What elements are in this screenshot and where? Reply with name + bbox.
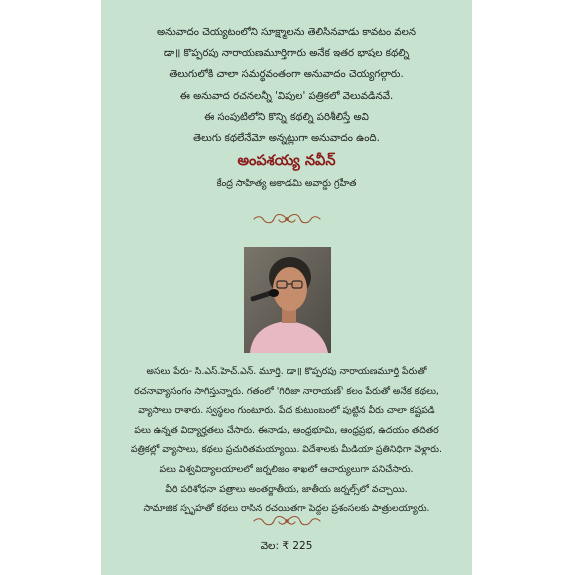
author-bio — [115, 362, 458, 519]
blurb-line: అనువాదం చెయ్యటంలోని సూక్ష్మాలను తెలిసినవాడు కావటం వలన — [157, 27, 416, 38]
bio-line: పలు ఉన్నత విద్యార్హతలు చేసారు. ఈనాడు, ఆంధ్రభూమి, ఆంధ్రప్రభ, ఉదయం తదితర — [134, 424, 439, 436]
blurb-line: డా॥ కొప్పరపు నారాయణమూర్తిగారు అనేక ఇతర భాషల కథల్ని — [163, 48, 410, 60]
author-photo — [244, 247, 331, 353]
price-label: వెల: ₹ 225 — [260, 540, 313, 552]
blurb-line: ఈ అనువాద రచనలన్నీ 'విపుల' పత్రికలో వెలువడినవే. — [179, 90, 394, 102]
bio-line: పత్రికల్లో వ్యాసాలు, కథలు ప్రచురితమయ్యాయి. విదేశాలకు మీడియా ప్రతినిధిగా వెళ్లారు. — [131, 444, 442, 456]
blurb-line: ఈ సంపుటిలోని కొన్ని కథల్ని పరిశీలిస్తే అవి — [204, 111, 369, 123]
bio-line: రచనావ్యాసంగం సాగిస్తున్నారు. గతంలో 'గిరిజా నారాయణ్' కలం పేరుతో అనేక కథలు, — [134, 385, 439, 397]
bio-line: పలు విశ్వవిద్యాలయాలలో జర్నలిజం శాఖలో ఆచార్యులుగా పనిచేసారు. — [159, 463, 414, 475]
bio-line: వ్యాసాలు రాశారు. స్వస్థలం గుంటూరు. పేద కుటుంబంలో పుట్టిన వీరు చాలా కష్టపడి — [138, 405, 435, 417]
bio-line: వీరి పరిశోధనా పత్రాలు అంతర్జాతీయ, జాతీయ జర్నల్స్‌లో వచ్చాయి. — [165, 483, 408, 495]
bio-line: సామాజిక స్పృహతో కథలు రాసిన రచయితగా పెద్దల ప్రశంసలకు పాత్రులయ్యారు. — [143, 503, 430, 515]
back-cover — [101, 0, 472, 575]
flourish-ornament-icon — [251, 212, 323, 226]
blurb-line: తెలుగులోకి చాలా సమర్థవంతంగా అనువాదం చెయ్యగల్గారు. — [169, 69, 404, 81]
blurb-line: తెలుగు కథలేనేమో అన్నట్లుగా అనువాదం ఉంది. — [193, 133, 380, 145]
endorser-name: అంపశయ్య నవీన్ — [237, 153, 336, 169]
review-blurb — [101, 22, 472, 149]
endorser-award: కేంద్ర సాహిత్య అకాడమి అవార్డు గ్రహీత — [216, 178, 357, 189]
bio-line: అసలు పేరు- సి.ఎస్.హెచ్.ఎన్. మూర్తి. డా॥ కొప్పరపు నారాయణమూర్తి పేరుతో — [146, 366, 427, 377]
flourish-ornament-icon — [251, 514, 323, 528]
